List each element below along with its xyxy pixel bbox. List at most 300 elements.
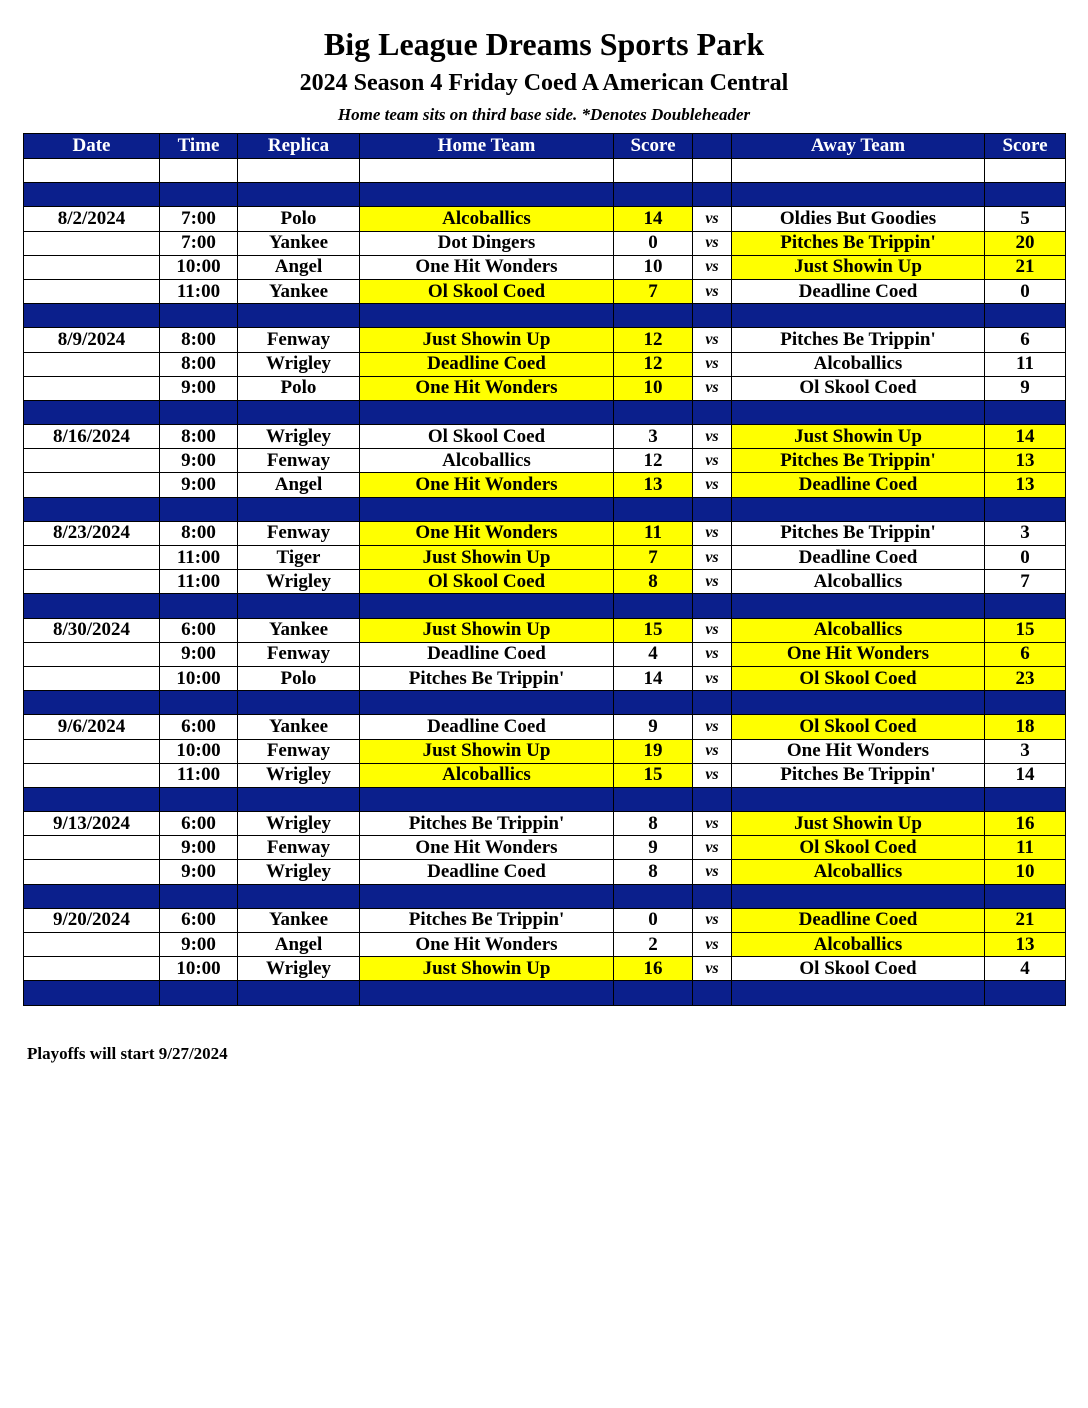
away-score-cell: 6 [985,328,1066,352]
away-score-cell: 15 [985,618,1066,642]
replica-cell: Fenway [238,836,360,860]
week-separator-cell [985,787,1066,811]
replica-cell: Polo [238,376,360,400]
replica-cell: Yankee [238,279,360,303]
time-cell: 6:00 [160,812,238,836]
week-separator-cell [614,787,693,811]
home-team-cell: Just Showin Up [360,618,614,642]
week-separator-cell [693,183,732,207]
week-separator-cell [732,691,985,715]
week-separator-cell [24,400,160,424]
week-separator-cell [24,981,160,1005]
home-team-cell: Deadline Coed [360,860,614,884]
replica-cell: Wrigley [238,812,360,836]
blank-row [24,159,1066,183]
date-cell [24,933,160,957]
home-score-cell: 8 [614,860,693,884]
date-cell [24,860,160,884]
date-cell [24,352,160,376]
home-score-cell: 8 [614,812,693,836]
week-separator-cell [360,400,614,424]
date-cell: 9/13/2024 [24,812,160,836]
blank-row-cell [614,159,693,183]
home-score-cell: 0 [614,908,693,932]
week-separator [24,884,1066,908]
week-separator [24,304,1066,328]
week-separator-cell [732,183,985,207]
week-separator-cell [238,884,360,908]
week-separator [24,183,1066,207]
home-score-cell: 11 [614,521,693,545]
time-cell: 8:00 [160,352,238,376]
week-separator-cell [693,691,732,715]
away-team-cell: Deadline Coed [732,473,985,497]
vs-cell: vs [693,618,732,642]
week-separator-cell [614,691,693,715]
replica-cell: Polo [238,666,360,690]
time-cell: 8:00 [160,425,238,449]
home-score-cell: 12 [614,449,693,473]
away-score-cell: 3 [985,739,1066,763]
week-separator-cell [24,497,160,521]
home-score-cell: 15 [614,618,693,642]
table-row [24,812,1066,836]
home-team-cell: One Hit Wonders [360,933,614,957]
away-team-cell: Just Showin Up [732,425,985,449]
away-team-cell: Just Showin Up [732,812,985,836]
home-team-cell: One Hit Wonders [360,473,614,497]
week-separator-cell [24,691,160,715]
table-row [24,618,1066,642]
away-score-cell: 14 [985,763,1066,787]
date-cell [24,255,160,279]
date-cell [24,570,160,594]
vs-cell: vs [693,957,732,981]
week-separator-cell [238,787,360,811]
replica-cell: Yankee [238,715,360,739]
away-score-cell: 3 [985,521,1066,545]
replica-cell: Fenway [238,328,360,352]
week-separator-cell [693,884,732,908]
week-separator [24,594,1066,618]
schedule-body [24,159,1066,1006]
vs-cell: vs [693,933,732,957]
column-header-date: Date [24,134,160,159]
home-team-cell: One Hit Wonders [360,376,614,400]
home-score-cell: 3 [614,425,693,449]
week-separator-cell [160,304,238,328]
date-cell [24,231,160,255]
home-score-cell: 19 [614,739,693,763]
blank-row-cell [160,159,238,183]
home-team-cell: Pitches Be Trippin' [360,908,614,932]
home-team-cell: One Hit Wonders [360,836,614,860]
replica-cell: Wrigley [238,957,360,981]
blank-row-cell [732,159,985,183]
away-team-cell: Pitches Be Trippin' [732,231,985,255]
vs-cell: vs [693,521,732,545]
week-separator [24,497,1066,521]
vs-cell: vs [693,425,732,449]
week-separator-cell [985,691,1066,715]
time-cell: 9:00 [160,860,238,884]
away-team-cell: Deadline Coed [732,279,985,303]
week-separator-cell [732,884,985,908]
away-team-cell: One Hit Wonders [732,739,985,763]
table-row [24,279,1066,303]
week-separator [24,691,1066,715]
week-separator-cell [985,400,1066,424]
week-separator-cell [360,183,614,207]
time-cell: 11:00 [160,546,238,570]
week-separator-cell [238,594,360,618]
week-separator-cell [985,981,1066,1005]
blank-row-cell [238,159,360,183]
away-team-cell: Alcoballics [732,352,985,376]
week-separator-cell [360,304,614,328]
week-separator-cell [693,497,732,521]
table-row [24,666,1066,690]
home-score-cell: 9 [614,715,693,739]
week-separator-cell [160,400,238,424]
week-separator [24,981,1066,1005]
home-team-cell: Just Showin Up [360,739,614,763]
vs-cell: vs [693,546,732,570]
column-header-time: Time [160,134,238,159]
away-score-cell: 5 [985,207,1066,231]
week-separator-cell [985,304,1066,328]
table-row [24,933,1066,957]
home-score-cell: 12 [614,328,693,352]
vs-cell: vs [693,739,732,763]
week-separator-cell [360,497,614,521]
vs-cell: vs [693,255,732,279]
away-score-cell: 9 [985,376,1066,400]
week-separator-cell [160,497,238,521]
replica-cell: Wrigley [238,570,360,594]
date-cell [24,642,160,666]
week-separator-cell [732,594,985,618]
week-separator-cell [360,787,614,811]
table-row [24,207,1066,231]
table-row [24,908,1066,932]
time-cell: 9:00 [160,449,238,473]
date-cell: 8/30/2024 [24,618,160,642]
page-subtitle: 2024 Season 4 Friday Coed A American Central [299,70,789,96]
away-team-cell: Pitches Be Trippin' [732,449,985,473]
table-row [24,376,1066,400]
time-cell: 9:00 [160,642,238,666]
date-cell [24,376,160,400]
week-separator-cell [693,304,732,328]
time-cell: 9:00 [160,376,238,400]
date-cell [24,473,160,497]
away-team-cell: Deadline Coed [732,546,985,570]
blank-row-cell [985,159,1066,183]
week-separator-cell [614,400,693,424]
home-score-cell: 7 [614,279,693,303]
vs-cell: vs [693,473,732,497]
week-separator-cell [160,691,238,715]
week-separator-cell [160,884,238,908]
replica-cell: Fenway [238,521,360,545]
vs-cell: vs [693,715,732,739]
week-separator-cell [238,497,360,521]
away-score-cell: 0 [985,279,1066,303]
time-cell: 10:00 [160,255,238,279]
table-row [24,231,1066,255]
vs-cell: vs [693,231,732,255]
time-cell: 11:00 [160,279,238,303]
away-score-cell: 13 [985,473,1066,497]
week-separator-cell [985,884,1066,908]
column-header-away-score: Score [985,134,1066,159]
table-row [24,449,1066,473]
table-row [24,255,1066,279]
vs-cell: vs [693,279,732,303]
home-score-cell: 14 [614,666,693,690]
week-separator-cell [732,981,985,1005]
home-score-cell: 15 [614,763,693,787]
away-score-cell: 6 [985,642,1066,666]
week-separator-cell [614,981,693,1005]
away-score-cell: 10 [985,860,1066,884]
away-score-cell: 11 [985,836,1066,860]
week-separator-cell [160,787,238,811]
home-team-cell: Alcoballics [360,207,614,231]
replica-cell: Angel [238,473,360,497]
schedule-table [23,133,1066,1006]
home-team-cell: Ol Skool Coed [360,279,614,303]
week-separator-cell [24,594,160,618]
replica-cell: Angel [238,255,360,279]
column-header-home-team: Home Team [360,134,614,159]
time-cell: 8:00 [160,521,238,545]
replica-cell: Fenway [238,739,360,763]
replica-cell: Angel [238,933,360,957]
table-row [24,352,1066,376]
table-row [24,425,1066,449]
replica-cell: Polo [238,207,360,231]
table-row [24,836,1066,860]
week-separator-cell [614,183,693,207]
vs-cell: vs [693,812,732,836]
table-row [24,957,1066,981]
home-score-cell: 16 [614,957,693,981]
away-team-cell: Pitches Be Trippin' [732,328,985,352]
week-separator-cell [614,497,693,521]
week-separator-cell [614,884,693,908]
away-score-cell: 16 [985,812,1066,836]
away-team-cell: Alcoballics [732,570,985,594]
home-score-cell: 8 [614,570,693,594]
vs-cell: vs [693,570,732,594]
table-row [24,521,1066,545]
time-cell: 6:00 [160,715,238,739]
week-separator-cell [614,594,693,618]
home-team-cell: Deadline Coed [360,715,614,739]
time-cell: 7:00 [160,207,238,231]
replica-cell: Fenway [238,642,360,666]
home-team-cell: Pitches Be Trippin' [360,666,614,690]
away-score-cell: 20 [985,231,1066,255]
replica-cell: Yankee [238,231,360,255]
time-cell: 8:00 [160,328,238,352]
week-separator-cell [360,691,614,715]
away-team-cell: Ol Skool Coed [732,957,985,981]
table-row [24,860,1066,884]
week-separator-cell [693,400,732,424]
away-team-cell: Alcoballics [732,618,985,642]
week-separator-cell [985,497,1066,521]
home-team-cell: Alcoballics [360,449,614,473]
away-team-cell: Ol Skool Coed [732,715,985,739]
date-cell [24,279,160,303]
home-score-cell: 13 [614,473,693,497]
playoffs-note: Playoffs will start 9/27/2024 [27,1044,228,1063]
date-cell [24,836,160,860]
column-header-vs [693,134,732,159]
vs-cell: vs [693,328,732,352]
away-score-cell: 13 [985,449,1066,473]
home-team-cell: Ol Skool Coed [360,425,614,449]
week-separator-cell [614,304,693,328]
date-cell [24,546,160,570]
time-cell: 10:00 [160,957,238,981]
time-cell: 7:00 [160,231,238,255]
replica-cell: Yankee [238,908,360,932]
home-team-cell: Pitches Be Trippin' [360,812,614,836]
date-cell: 8/23/2024 [24,521,160,545]
time-cell: 6:00 [160,618,238,642]
replica-cell: Wrigley [238,763,360,787]
home-score-cell: 9 [614,836,693,860]
away-team-cell: Alcoballics [732,860,985,884]
away-score-cell: 23 [985,666,1066,690]
home-team-cell: Just Showin Up [360,546,614,570]
week-separator-cell [693,787,732,811]
date-cell [24,449,160,473]
away-score-cell: 13 [985,933,1066,957]
vs-cell: vs [693,376,732,400]
column-header-replica: Replica [238,134,360,159]
date-cell [24,739,160,763]
week-separator-cell [238,981,360,1005]
vs-cell: vs [693,352,732,376]
away-team-cell: Alcoballics [732,933,985,957]
home-score-cell: 14 [614,207,693,231]
week-separator-cell [160,594,238,618]
away-team-cell: One Hit Wonders [732,642,985,666]
home-score-cell: 2 [614,933,693,957]
week-separator-cell [693,981,732,1005]
away-team-cell: Ol Skool Coed [732,666,985,690]
week-separator-cell [238,400,360,424]
page-title: Big League Dreams Sports Park [323,26,765,62]
away-team-cell: Just Showin Up [732,255,985,279]
away-team-cell: Deadline Coed [732,908,985,932]
vs-cell: vs [693,860,732,884]
home-score-cell: 7 [614,546,693,570]
home-team-cell: Deadline Coed [360,642,614,666]
week-separator-cell [985,183,1066,207]
week-separator-cell [732,787,985,811]
date-cell [24,763,160,787]
vs-cell: vs [693,642,732,666]
time-cell: 10:00 [160,739,238,763]
week-separator-cell [24,183,160,207]
away-team-cell: Ol Skool Coed [732,836,985,860]
time-cell: 11:00 [160,570,238,594]
week-separator-cell [732,400,985,424]
date-cell: 8/2/2024 [24,207,160,231]
away-team-cell: Pitches Be Trippin' [732,763,985,787]
date-cell: 9/20/2024 [24,908,160,932]
replica-cell: Wrigley [238,860,360,884]
replica-cell: Tiger [238,546,360,570]
date-cell: 9/6/2024 [24,715,160,739]
vs-cell: vs [693,908,732,932]
vs-cell: vs [693,666,732,690]
table-row [24,715,1066,739]
table-row [24,328,1066,352]
week-separator-cell [732,304,985,328]
time-cell: 10:00 [160,666,238,690]
date-cell: 8/9/2024 [24,328,160,352]
week-separator-cell [24,787,160,811]
away-score-cell: 11 [985,352,1066,376]
home-score-cell: 10 [614,376,693,400]
week-separator-cell [360,884,614,908]
home-team-cell: Ol Skool Coed [360,570,614,594]
replica-cell: Fenway [238,449,360,473]
away-score-cell: 21 [985,255,1066,279]
time-cell: 11:00 [160,763,238,787]
week-separator [24,787,1066,811]
replica-cell: Wrigley [238,352,360,376]
week-separator-cell [360,594,614,618]
date-cell: 8/16/2024 [24,425,160,449]
table-row [24,642,1066,666]
away-team-cell: Pitches Be Trippin' [732,521,985,545]
home-score-cell: 0 [614,231,693,255]
table-row [24,739,1066,763]
table-row [24,763,1066,787]
away-score-cell: 7 [985,570,1066,594]
week-separator [24,400,1066,424]
away-team-cell: Ol Skool Coed [732,376,985,400]
away-score-cell: 0 [985,546,1066,570]
table-row [24,570,1066,594]
away-score-cell: 14 [985,425,1066,449]
column-header-home-score: Score [614,134,693,159]
home-team-cell: Deadline Coed [360,352,614,376]
away-score-cell: 4 [985,957,1066,981]
away-team-cell: Oldies But Goodies [732,207,985,231]
time-cell: 9:00 [160,933,238,957]
home-team-cell: Alcoballics [360,763,614,787]
table-row [24,473,1066,497]
time-cell: 9:00 [160,836,238,860]
table-header-row [24,134,1066,159]
week-separator-cell [24,884,160,908]
week-separator-cell [238,304,360,328]
away-score-cell: 21 [985,908,1066,932]
replica-cell: Yankee [238,618,360,642]
column-header-away-team: Away Team [732,134,985,159]
vs-cell: vs [693,207,732,231]
replica-cell: Wrigley [238,425,360,449]
